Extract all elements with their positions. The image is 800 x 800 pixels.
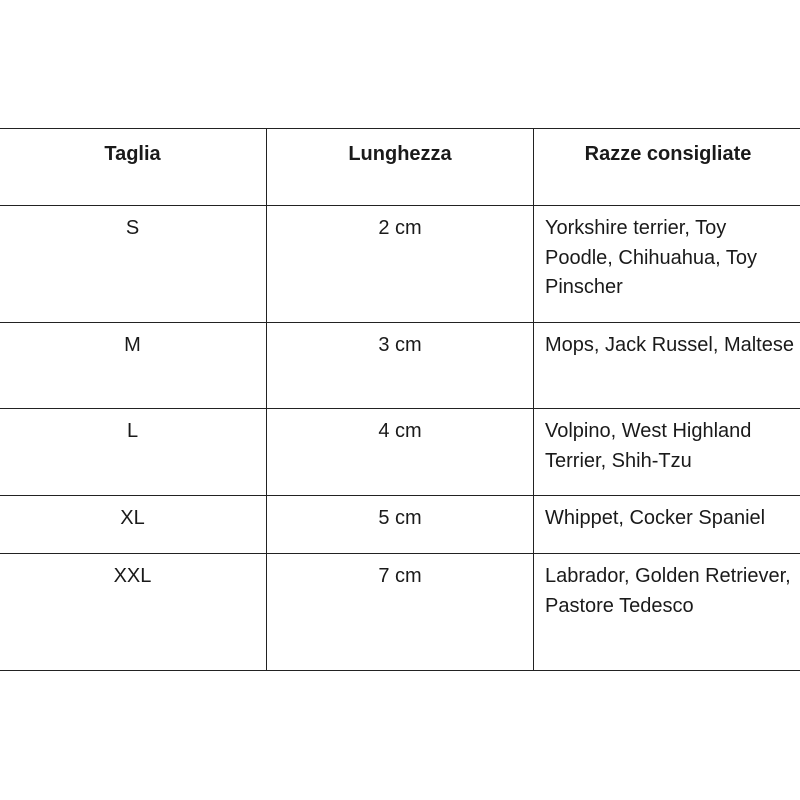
length-cell: 7 cm [267,554,534,671]
table-row [0,554,800,671]
table-row [0,496,800,554]
length-cell: 3 cm [267,323,534,409]
size-table [0,128,800,671]
breeds-cell: Whippet, Cocker Spaniel [534,496,800,554]
header-length: Lunghezza [267,129,534,206]
breeds-cell: Volpino, West Highland Terrier, Shih-Tzu [534,409,800,496]
header-size: Taglia [0,129,267,206]
table-row [0,323,800,409]
table-row [0,206,800,323]
length-cell: 5 cm [267,496,534,554]
table-row [0,409,800,496]
header-row [0,129,800,206]
size-cell: XL [0,496,267,554]
length-cell: 4 cm [267,409,534,496]
size-cell: M [0,323,267,409]
size-cell: XXL [0,554,267,671]
breeds-cell: Mops, Jack Russel, Maltese [534,323,800,409]
size-cell: S [0,206,267,323]
size-cell: L [0,409,267,496]
length-cell: 2 cm [267,206,534,323]
breeds-cell: Yorkshire terrier, Toy Poodle, Chihuahua, Toy Pinscher [534,206,800,323]
header-breeds: Razze consigliate [534,129,800,206]
breeds-cell: Labrador, Golden Retriever, Pastore Tedesco [534,554,800,671]
